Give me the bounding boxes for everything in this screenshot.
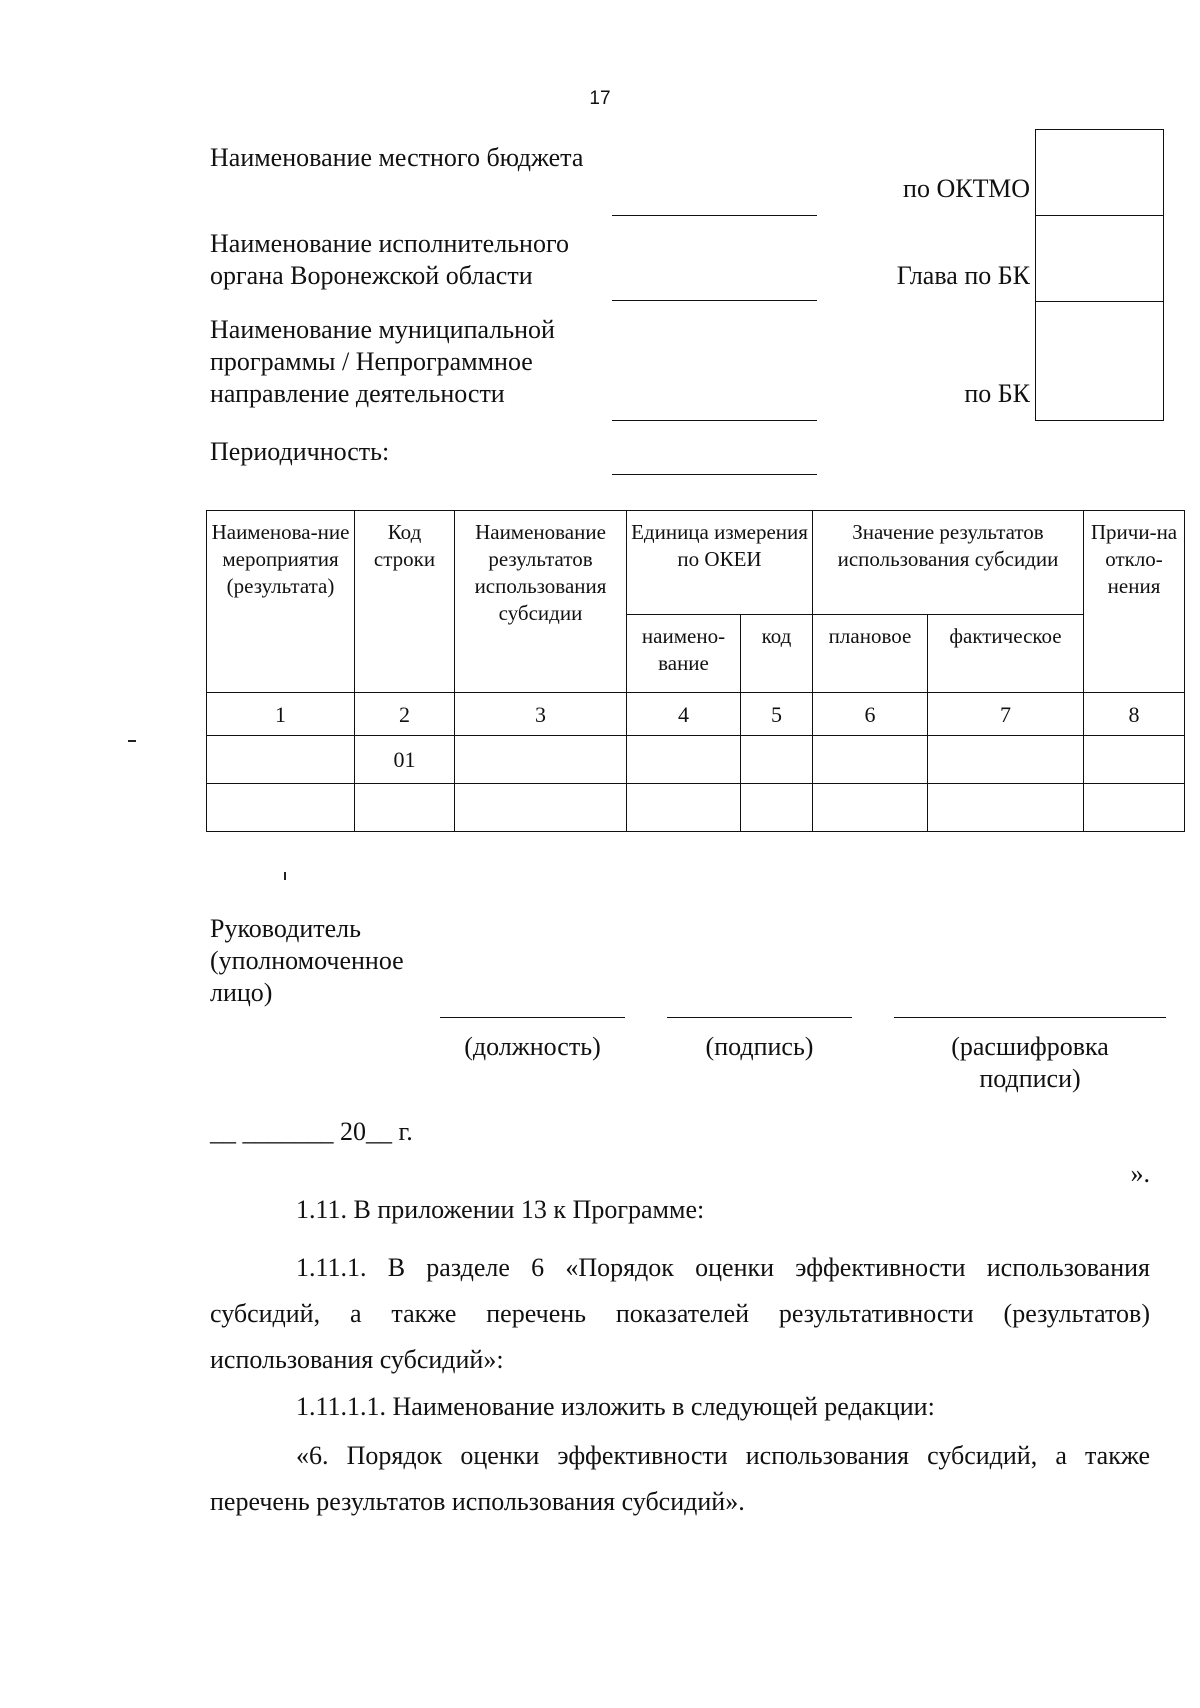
decode-caption: (расшифровка подписи) [951, 1032, 1109, 1093]
column-number: 6 [813, 693, 928, 736]
header-event: Наименова-ние мероприятия (результата) [207, 511, 355, 693]
executive-body-line [612, 300, 817, 301]
table-cell [928, 736, 1084, 784]
table-cell [928, 784, 1084, 832]
column-number: 5 [741, 693, 813, 736]
header-unit-name: наимено-вание [627, 615, 741, 693]
bk-label: по БК [964, 379, 1030, 408]
table-cell [627, 736, 741, 784]
bk-code-cell [1036, 302, 1163, 420]
table-cell [813, 736, 928, 784]
table-row [207, 784, 1185, 832]
paragraph-section-6: «6. Порядок оценки эффективности использования субсидий, а также перечень результатов использования субсидий». [210, 1441, 1150, 1516]
header-row-code: Код строки [355, 511, 455, 693]
header-values: Значение результатов использования субсидии [813, 511, 1084, 615]
column-number: 7 [928, 693, 1084, 736]
municipal-program-label: Наименование муниципальной программы / Непрограммное направление деятельности [210, 315, 555, 408]
oktmo-label: по ОКТМО [903, 174, 1030, 203]
table-row [207, 736, 1185, 784]
date-line: __ _______ 20__ г. [210, 1117, 413, 1146]
table-cell [207, 736, 355, 784]
chapter-bk-label: Глава по БК [896, 261, 1030, 290]
header-planned: плановое [813, 615, 928, 693]
scan-speck [128, 740, 136, 742]
column-number: 1 [207, 693, 355, 736]
position-caption: (должность) [464, 1032, 601, 1061]
table-cell [1084, 784, 1185, 832]
paragraph-1-11: 1.11. В приложении 13 к Программе: [296, 1195, 705, 1224]
periodicity-label: Периодичность: [210, 437, 390, 466]
results-table [206, 510, 1185, 832]
closing-quote: ». [1130, 1159, 1150, 1188]
header-unit-code: код [741, 615, 813, 693]
local-budget-line [612, 215, 817, 216]
column-number-row [207, 693, 1185, 736]
head-label: Руководитель (уполномоченное лицо) [210, 914, 404, 1007]
column-number: 2 [355, 693, 455, 736]
table-cell [813, 784, 928, 832]
column-number: 8 [1084, 693, 1185, 736]
header-actual: фактическое [928, 615, 1084, 693]
local-budget-label: Наименование местного бюджета [210, 143, 584, 172]
table-cell [455, 784, 627, 832]
table-cell [1084, 736, 1185, 784]
table-cell [455, 736, 627, 784]
decode-line [894, 1017, 1166, 1018]
table-cell [207, 784, 355, 832]
signature-caption: (подпись) [705, 1032, 814, 1061]
header-result-name: Наименование результатов использования субсидии [455, 511, 627, 693]
table-cell [627, 784, 741, 832]
executive-body-label: Наименование исполнительного органа Воронежской области [210, 229, 569, 290]
table-cell: 01 [355, 736, 455, 784]
code-box [1035, 129, 1164, 421]
position-line [440, 1017, 625, 1018]
page-number: 17 [589, 88, 611, 109]
table-cell [741, 736, 813, 784]
oktmo-code-cell [1036, 130, 1163, 216]
table-cell [355, 784, 455, 832]
header-unit: Единица измерения по ОКЕИ [627, 511, 813, 615]
header-reason: Причи-на откло-нения [1084, 511, 1185, 693]
municipal-program-line [612, 420, 817, 421]
paragraph-1-11-1: 1.11.1. В разделе 6 «Порядок оценки эффективности использования субсидий, а также перечень показателей результативности (результатов) использования субсидий»: [210, 1253, 1150, 1374]
column-number: 4 [627, 693, 741, 736]
table-cell [741, 784, 813, 832]
signature-line [667, 1017, 852, 1018]
paragraph-1-11-1-1: 1.11.1.1. Наименование изложить в следующей редакции: [296, 1392, 935, 1421]
periodicity-line [612, 474, 817, 475]
scan-speck [284, 872, 286, 880]
column-number: 3 [455, 693, 627, 736]
chapter-bk-code-cell [1036, 216, 1163, 302]
